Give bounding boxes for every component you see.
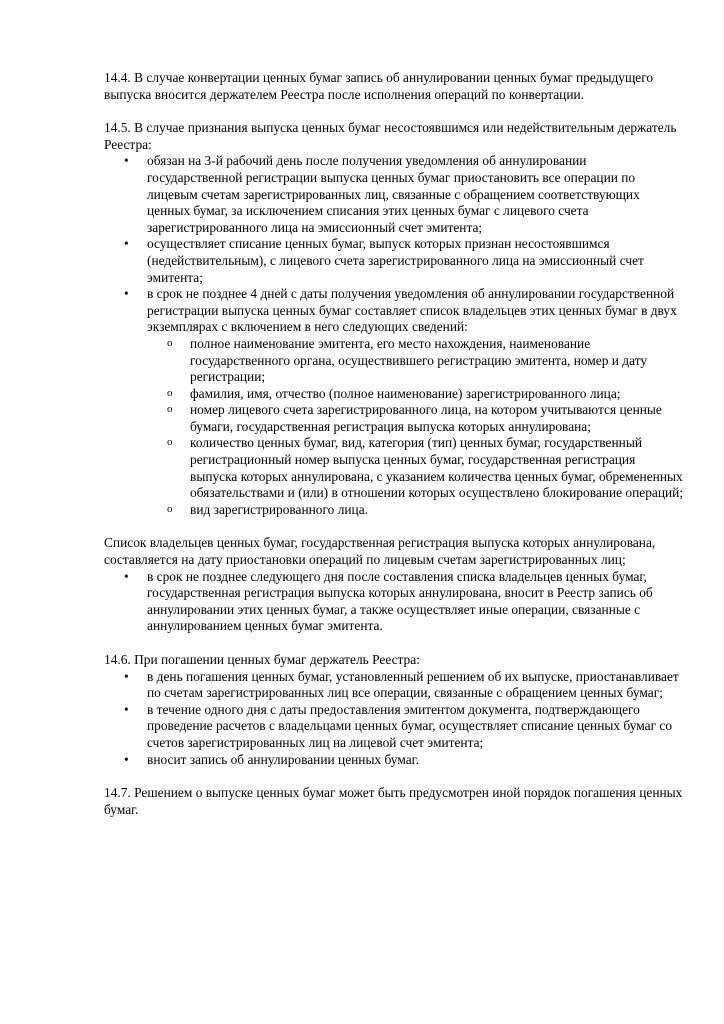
list-item: • вносит запись об аннулировании ценных бумаг. (104, 752, 684, 769)
sublist-item: o фамилия, имя, отчество (полное наименование) зарегистрированного лица; (147, 386, 684, 403)
list-14-5 (104, 153, 684, 518)
list-item: • осуществляет списание ценных бумаг, выпуск которых признан несостоявшимся (недействительным), с лицевого счета зарегистрированного лица на эмиссионный счет эмитента; (104, 236, 684, 286)
list-item (104, 286, 684, 518)
list-14-6 (104, 669, 684, 769)
list-item: • в день погашения ценных бумаг, установленный решением об их выпуске, приостанавливает по счетам зарегистрированных лиц все операции, связанные с обращением ценных бумаг; (104, 669, 684, 702)
paragraph-14-5-intro: 14.5. В случае признания выпуска ценных бумаг несостоявшимся или недействительным держатель Реестра: (104, 120, 677, 152)
sublist-14-5 (147, 336, 684, 519)
list-14-5-after (104, 569, 684, 635)
list-item: • в течение одного дня с даты предоставления эмитентом документа, подтверждающего проведение расчетов с владельцами ценных бумаг, осуществляет списание ценных бумаг со счетов зарегистрированных лиц на лицевой счет эмитента; (104, 702, 684, 752)
sublist-item: o номер лицевого счета зарегистрированного лица, на котором учитываются ценные бумаги, государственная регистрация выпуска которых аннулирована; (147, 402, 684, 435)
list-item: • обязан на 3-й рабочий день после получения уведомления об аннулировании государственной регистрации выпуска ценных бумаг приостановить все операции по лицевым счетам зарегистрированных лиц, связанные с обращением соответствующих ценных бумаг, за исключением списания этих ценных бумаг с лицевого счета зарегистрированного лица на эмиссионный счет эмитента; (104, 153, 684, 236)
paragraph-14-6-intro: 14.6. При погашении ценных бумаг держатель Реестра: (104, 652, 420, 667)
sublist-item: o вид зарегистрированного лица. (147, 502, 684, 519)
paragraph-14-4: 14.4. В случае конвертации ценных бумаг запись об аннулировании ценных бумаг предыдущего выпуска вносится держателем Реестра после исполнения операций по конвертации. (104, 70, 654, 102)
sublist-item: o полное наименование эмитента, его место нахождения, наименование государственного органа, осуществившего регистрацию эмитента, номер и дату регистрации; (147, 336, 684, 386)
paragraph-owners-list: Список владельцев ценных бумаг, государственная регистрация выпуска которых аннулирована, составляется на дату приостановки операций по лицевым счетам зарегистрированных лиц; (104, 535, 656, 568)
paragraph-14-7: 14.7. Решением о выпуске ценных бумаг может быть предусмотрен иной порядок погашения ценных бумаг. (104, 785, 683, 817)
list-item-text: в срок не позднее 4 дней с даты получения уведомления об аннулировании государственной регистрации выпуска ценных бумаг составляет список владельцев этих ценных бумаг в двух экземплярах с включением в него следующих сведений: (147, 286, 677, 335)
list-item: • в срок не позднее следующего дня после составления списка владельцев ценных бумаг, государственная регистрация выпуска которых аннулирована, вносит в Реестр запись об аннулировании этих ценных бумаг, а также осуществляет иные операции, связанные с аннулированием ценных бумаг эмитента. (104, 569, 684, 635)
sublist-item: o количество ценных бумаг, вид, категория (тип) ценных бумаг, государственный регистрационный номер выпуска ценных бумаг, государственная регистрация выпуска которых аннулирована, с указанием количества ценных бумаг, обремененных обязательствами и (или) в отношении которых осуществлено блокирование операций; (147, 435, 684, 501)
